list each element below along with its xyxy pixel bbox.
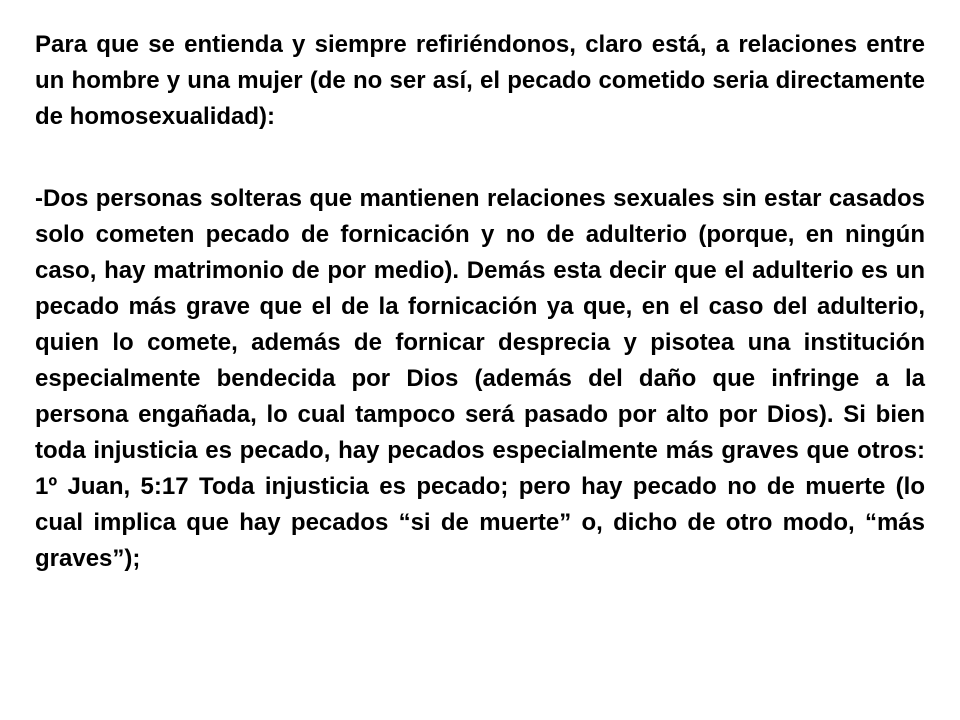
intro-paragraph: Para que se entienda y siempre refiriéndonos, claro está, a relaciones entre un hombre y una mujer (de no ser así, el pecado cometido seria directamente de homosexualidad): [35,31,925,130]
body-paragraph: -Dos personas solteras que mantienen relaciones sexuales sin estar casados solo cometen pecado de fornicación y no de adulterio (porque, en ningún caso, hay matrimonio de por medio). Demás esta decir que el adulterio es un pecado más grave que el de la fornicación ya que, en el caso del adulterio, quien lo comete, además de fornicar desprecia y pisotea una institución especialmente bendecida por Dios (además del daño que infringe a la persona engañada, lo cual tampoco será pasado por alto por Dios). Si bien toda injusticia es pecado, hay pecados especialmente más graves que otros: 1º Juan, 5:17 Toda injusticia es pecado; pero hay pecado no de muerte (lo cual implica que hay pecados “si de muerte” o, dicho de otro modo, “más graves”); [35,185,925,572]
